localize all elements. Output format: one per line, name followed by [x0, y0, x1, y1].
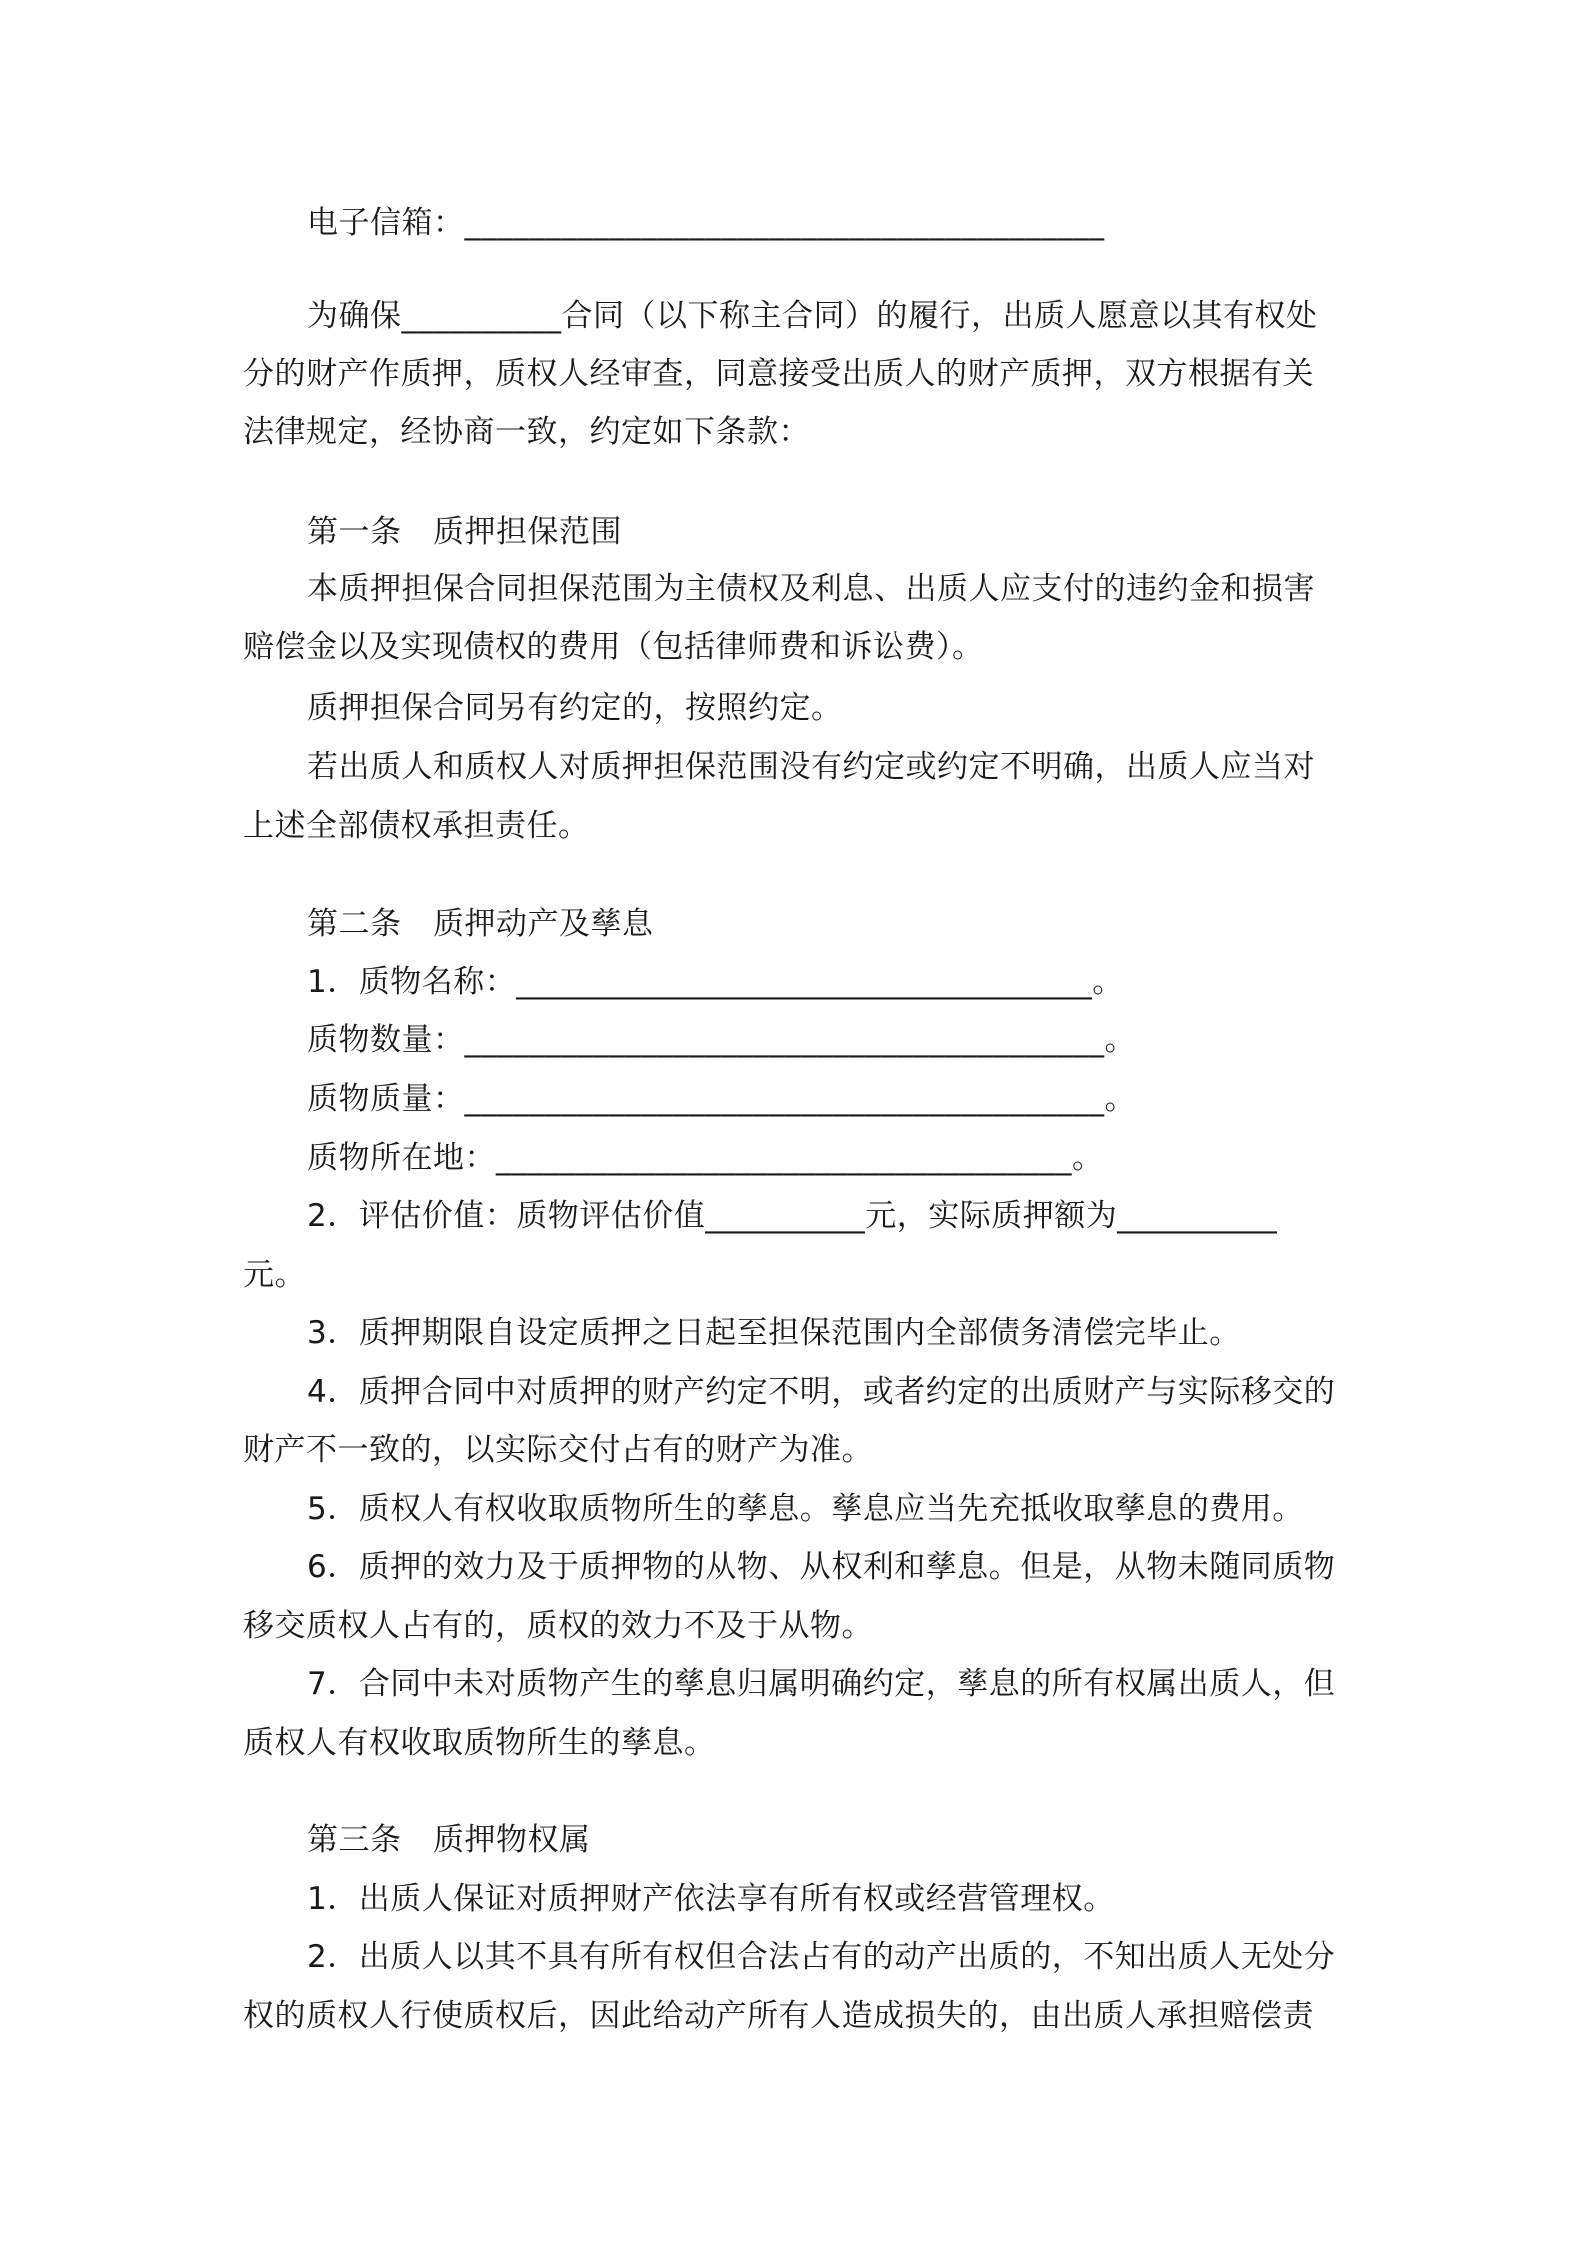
preamble-line-1: 为确保__________合同（以下称主合同）的履行，出质人愿意以其有权处: [307, 298, 1318, 334]
article-2-item-7a: 7．合同中未对质物产生的孳息归属明确约定，孳息的所有权属出质人，但: [307, 1666, 1336, 1702]
valuation-line-a: 2．评估价值：质物评估价值__________元，实际质押额为__________: [307, 1198, 1278, 1234]
pledge-quantity-field: 质物数量：________________________________________。: [307, 1022, 1136, 1058]
article-3-item-2a: 2．出质人以其不具有所有权但合法占有的动产出质的，不知出质人无处分: [307, 1939, 1336, 1975]
pledge-quality-field: 质物质量：________________________________________。: [307, 1081, 1136, 1117]
article-2-item-6a: 6．质押的效力及于质押物的从物、从权利和孳息。但是，从物未随同质物: [307, 1549, 1336, 1585]
article-3-heading: 第三条 质押物权属: [307, 1822, 591, 1858]
article-1-para-1a: 本质押担保合同担保范围为主债权及利息、出质人应支付的违约金和损害: [307, 571, 1315, 607]
article-2-heading: 第二条 质押动产及孳息: [307, 906, 654, 942]
article-1-para-3b: 上述全部债权承担责任。: [243, 808, 590, 844]
article-1-heading: 第一条 质押担保范围: [307, 514, 622, 550]
email-field-line: 电子信箱：________________________________________: [307, 205, 1105, 241]
article-2-item-5: 5．质权人有权收取质物所生的孳息。孳息应当先充抵收取孳息的费用。: [307, 1491, 1304, 1527]
pledge-name-field: 1．质物名称：____________________________________。: [307, 964, 1124, 1000]
article-2-item-3: 3．质押期限自设定质押之日起至担保范围内全部债务清偿完毕止。: [307, 1315, 1241, 1351]
article-1-para-2: 质押担保合同另有约定的，按照约定。: [307, 690, 843, 726]
article-2-item-7b: 质权人有权收取质物所生的孳息。: [243, 1725, 716, 1761]
article-2-item-6b: 移交质权人占有的，质权的效力不及于从物。: [243, 1608, 873, 1644]
preamble-line-2: 分的财产作质押，质权人经审查，同意接受出质人的财产质押，双方根据有关: [243, 356, 1314, 392]
article-1-para-1b: 赔偿金以及实现债权的费用（包括律师费和诉讼费）。: [243, 629, 984, 665]
preamble-line-3: 法律规定，经协商一致，约定如下条款：: [243, 414, 810, 450]
article-1-para-3a: 若出质人和质权人对质押担保范围没有约定或约定不明确，出质人应当对: [307, 749, 1315, 785]
article-3-item-2b: 权的质权人行使质权后，因此给动产所有人造成损失的，由出质人承担赔偿责: [243, 1998, 1314, 2034]
article-3-item-1: 1．出质人保证对质押财产依法享有所有权或经营管理权。: [307, 1881, 1115, 1917]
article-2-item-4a: 4．质押合同中对质押的财产约定不明，或者约定的出质财产与实际移交的: [307, 1374, 1336, 1410]
article-2-item-4b: 财产不一致的，以实际交付占有的财产为准。: [243, 1432, 873, 1468]
pledge-location-field: 质物所在地：____________________________________。: [307, 1140, 1104, 1176]
valuation-line-b: 元。: [243, 1257, 306, 1293]
